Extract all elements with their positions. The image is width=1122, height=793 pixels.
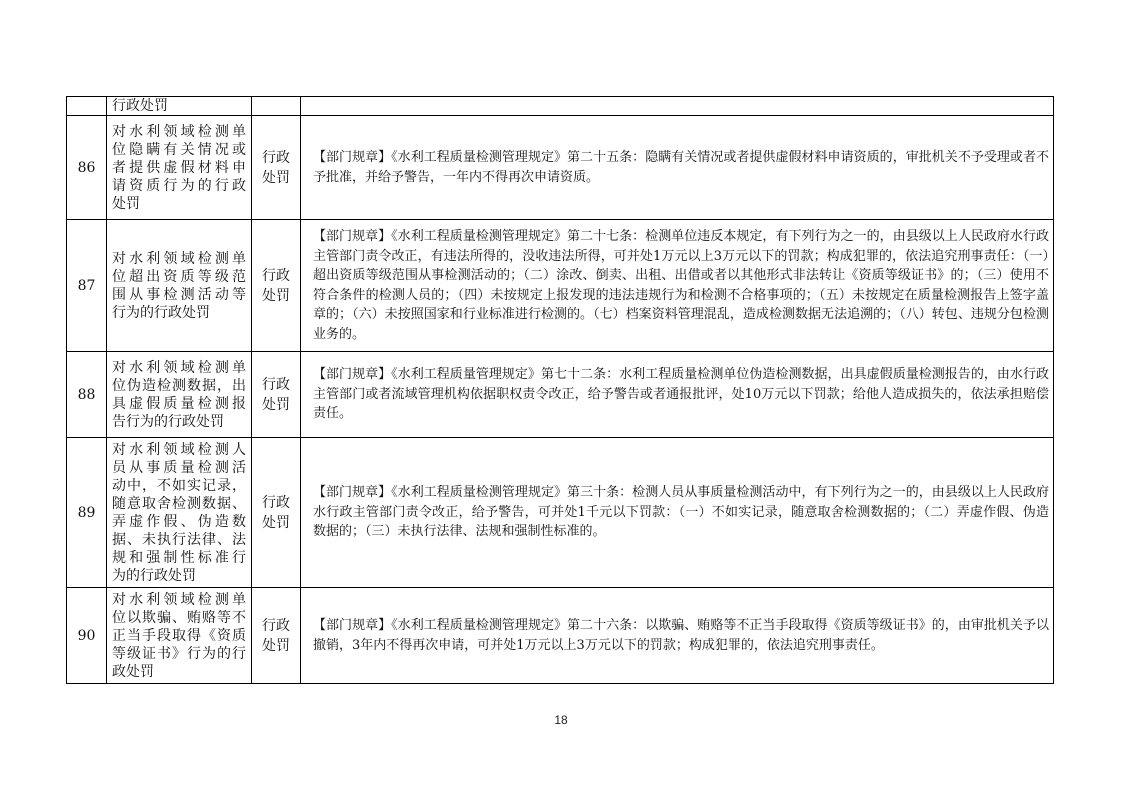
penalty-type-cell — [252, 116, 301, 220]
penalty-name-line: 围从事检测活动等 — [112, 286, 246, 303]
penalty-name-cell — [107, 220, 252, 352]
penalty-name-line: 规和强制性标准行 — [112, 549, 246, 566]
legal-basis-cell: 【部门规章】《水利工程质量检测管理规定》第二十七条：检测单位违反本规定，有下列行为之一的，由县级以上人民政府水行政主管部门责令改正，有违法所得的，没收违法所得，可并处1万元以上3万元以下的罚款；构成犯罪的，依法追究刑事责任：（一）超出资质等级范围从事检测活动的；（二）涂改、倒卖、出租、出借或者以其他形式非法转让《资质等级证书》的；（三）使用不符合条件的检测人员的；（四）未按规定上报发现的违法违规行为和检测不合格事项的；（五）未按规定在质量检测报告上签字盖章的；（六）未按照国家和行业标准进行检测的。（七）档案资料管理混乱，造成检测数据无法追溯的；（八）转包、违规分包检测业务的。 — [301, 220, 1054, 352]
table-row — [67, 116, 1054, 220]
penalty-name-line: 位伪造检测数据，出 — [112, 377, 246, 394]
row-number-cell: 90 — [67, 588, 107, 684]
penalty-name-line: 对水利领域检测单 — [112, 123, 246, 140]
row-number-cell: 87 — [67, 220, 107, 352]
penalty-name-line: 对水利领域检测人 — [112, 441, 246, 458]
penalty-type-line: 处罚 — [262, 514, 290, 531]
penalty-name-line: 位超出资质等级范 — [112, 268, 246, 285]
table-row — [67, 438, 1054, 588]
legal-basis-cell: 【部门规章】《水利工程质量检测管理规定》第二十六条：以欺骗、贿赂等不正当手段取得《资质等级证书》的，由审批机关予以撤销，3年内不得再次申请，可并处1万元以上3万元以下的罚款；构成犯罪的，依法追究刑事责任。 — [301, 588, 1054, 684]
penalty-table — [66, 96, 1054, 684]
penalty-name-line: 行为的行政处罚 — [112, 304, 210, 321]
penalty-name-line: 等级证书》行为的行 — [112, 645, 246, 662]
penalty-name-line: 对水利领域检测单 — [112, 250, 246, 267]
row-number-cell: 88 — [67, 352, 107, 438]
table-row — [67, 352, 1054, 438]
penalty-name-line: 位隐瞒有关情况或 — [112, 141, 246, 158]
table-row — [67, 588, 1054, 684]
penalty-name-cell — [107, 116, 252, 220]
penalty-name-cell — [107, 97, 252, 116]
penalty-type-line: 行政 — [262, 267, 290, 284]
penalty-name-line: 对水利领域检测单 — [112, 591, 246, 608]
penalty-type-line: 行政 — [262, 376, 290, 393]
penalty-name-cell — [107, 588, 252, 684]
penalty-name-line: 对水利领域检测单 — [112, 359, 246, 376]
penalty-type-line: 处罚 — [262, 169, 290, 186]
row-number-cell: 86 — [67, 116, 107, 220]
penalty-type-line: 处罚 — [262, 637, 290, 654]
penalty-name-line: 正当手段取得《资质 — [112, 627, 246, 644]
legal-basis-cell: 【部门规章】《水利工程质量检测管理规定》第三十条：检测人员从事质量检测活动中，有下列行为之一的，由县级以上人民政府水行政主管部门责令改正，给予警告，可并处1千元以下罚款：（一）不如实记录，随意取舍检测数据的；（二）弄虚作假、伪造数据的；（三）未执行法律、法规和强制性标准的。 — [301, 438, 1054, 588]
penalty-type-line: 行政 — [262, 149, 290, 166]
penalty-type-line: 行政 — [262, 617, 290, 634]
penalty-type-cell — [252, 438, 301, 588]
penalty-type-line: 处罚 — [262, 396, 290, 413]
legal-basis-cell: 【部门规章】《水利工程质量管理规定》第七十二条：水利工程质量检测单位伪造检测数据，出具虚假质量检测报告的，由水行政主管部门或者流域管理机构依据职权责令改正，给予警告或者通报批评，处10万元以下罚款；给他人造成损失的，依法承担赔偿责任。 — [301, 352, 1054, 438]
penalty-name-cell — [107, 438, 252, 588]
penalty-name-line: 据、未执行法律、法 — [112, 531, 246, 548]
penalty-type-cell — [252, 97, 301, 116]
penalty-name-line: 告行为的行政处罚 — [112, 413, 224, 430]
penalty-type-line: 行政 — [262, 494, 290, 511]
penalty-name-line: 位以欺骗、贿赂等不 — [112, 609, 246, 626]
penalty-name-line: 员从事质量检测活 — [112, 459, 246, 476]
penalty-type-line: 处罚 — [262, 287, 290, 304]
penalty-name-line: 处罚 — [112, 195, 140, 212]
penalty-name-line: 请资质行为的行政 — [112, 177, 246, 194]
row-number-cell — [67, 97, 107, 116]
table-row — [67, 220, 1054, 352]
penalty-name-line: 为的行政处罚 — [112, 567, 196, 584]
penalty-name-line: 者提供虚假材料申 — [112, 159, 246, 176]
penalty-type-cell — [252, 220, 301, 352]
legal-basis-cell: 【部门规章】《水利工程质量检测管理规定》第二十五条：隐瞒有关情况或者提供虚假材料申请资质的，审批机关不予受理或者不予批准，并给予警告，一年内不得再次申请资质。 — [301, 116, 1054, 220]
legal-basis-cell — [301, 97, 1054, 116]
penalty-name-line: 具虚假质量检测报 — [112, 395, 246, 412]
penalty-name-line: 行政处罚 — [112, 98, 168, 114]
penalty-type-cell — [252, 352, 301, 438]
penalty-name-line: 政处罚 — [112, 663, 154, 680]
penalty-name-line: 动中，不如实记录， — [112, 477, 246, 494]
page-number: 18 — [554, 713, 568, 727]
penalty-name-cell — [107, 352, 252, 438]
table-row-continued — [67, 97, 1054, 116]
penalty-name-line: 随意取舍检测数据、 — [112, 495, 246, 512]
penalty-name-line: 弄虚作假、伪造数 — [112, 513, 246, 530]
row-number-cell: 89 — [67, 438, 107, 588]
penalty-type-cell — [252, 588, 301, 684]
